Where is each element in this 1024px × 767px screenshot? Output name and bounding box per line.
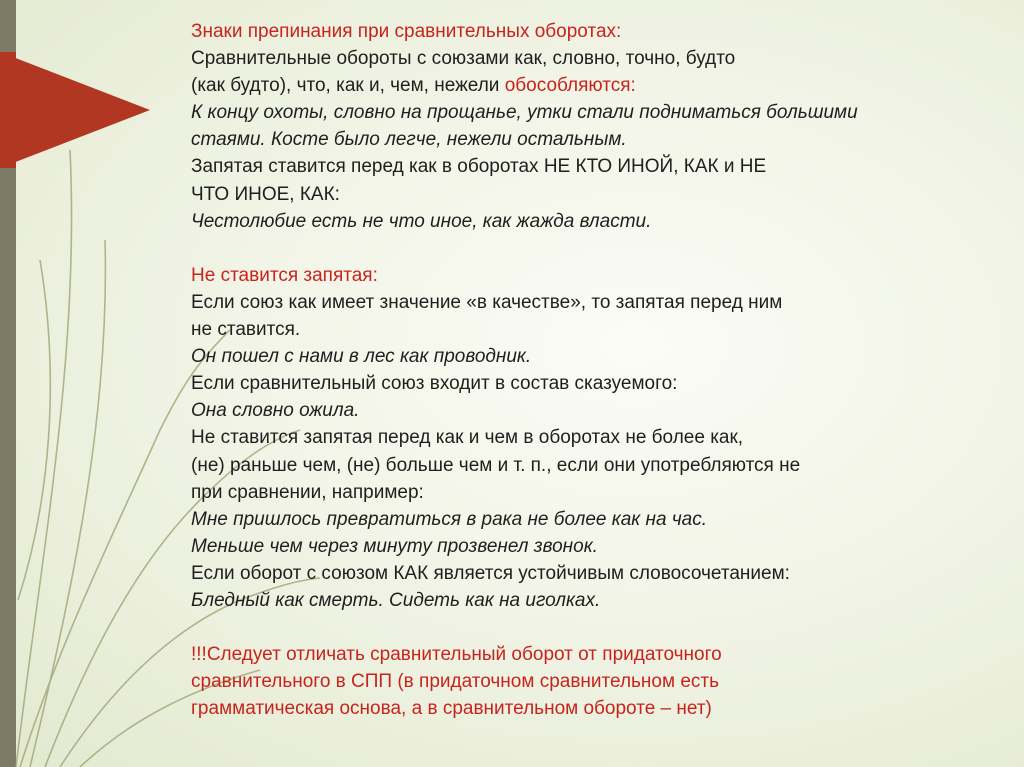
text-line: Сравнительные обороты с союзами как, словно, точно, будто [191,48,736,70]
text-line: не ставится. [191,319,301,341]
text-line: Если союз как имеет значение «в качестве», то запятая перед ним [191,291,783,313]
note-line: сравнительного в СПП (в придаточном сравнительном есть [191,671,720,693]
spacer [191,235,1001,262]
example-line: Он пошел с нами в лес как проводник. [191,346,532,368]
example-line: Честолюбие есть не что иное, как жажда власти. [191,210,652,232]
example-line: К концу охоты, словно на прощанье, утки стали подниматься большими [191,102,858,124]
example-line: Она словно ожила. [191,400,360,422]
slide-text [191,18,1001,722]
text-line: (не) раньше чем, (не) больше чем и т. п., если они употребляются не [191,454,801,476]
heading-no-comma: Не ставится запятая: [191,264,378,286]
note-line: !!!Следует отличать сравнительный оборот от придаточного [191,644,722,666]
example-line: Меньше чем через минуту прозвенел звонок. [191,535,598,557]
example-line: Мне пришлось превратиться в рака не более как на час. [191,508,708,530]
text-line: Запятая ставится перед как в оборотах НЕ КТО ИНОЙ, КАК и НЕ [191,156,767,178]
text-line: Не ставится запятая перед как и чем в оборотах не более как, [191,427,744,449]
highlight-isolated: обособляются: [504,75,636,97]
text-line: (как будто), что, как и, чем, нежели обособляются: [191,75,636,97]
heading-punctuation: Знаки препинания при сравнительных оборотах: [191,21,622,42]
text-line: Если оборот с союзом КАК является устойчивым словосочетанием: [191,562,790,584]
note-line: грамматическая основа, а в сравнительном обороте – нет) [191,698,712,720]
spacer [191,614,1001,641]
text-line: ЧТО ИНОЕ, КАК: [191,183,340,205]
example-line: стаями. Косте было легче, нежели остальным. [191,129,627,151]
example-line: Бледный как смерть. Сидеть как на иголках. [191,589,601,611]
text-line: при сравнении, например: [191,481,424,503]
text-line: Если сравнительный союз входит в состав сказуемого: [191,373,678,395]
